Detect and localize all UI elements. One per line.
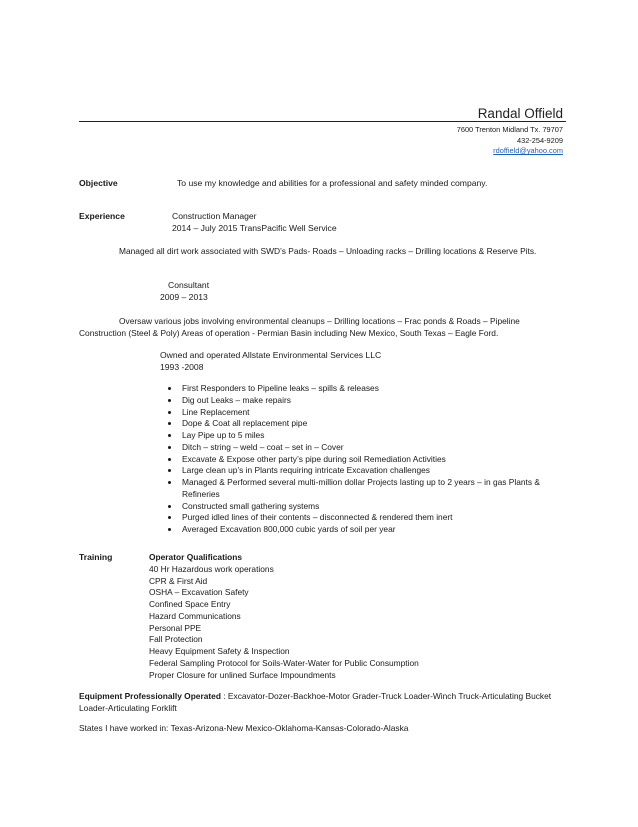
training-heading: Operator Qualifications [149, 552, 243, 562]
states-section [79, 723, 408, 734]
job3-title: Owned and operated Allstate Environmental Services LLC [160, 350, 382, 360]
experience-label: Experience [79, 211, 125, 221]
duty-item: • Line Replacement [180, 407, 570, 419]
objective-label: Objective [79, 178, 118, 188]
training-item: Federal Sampling Protocol for Soils-Water-Water for Public Consumption [149, 657, 419, 668]
job3-dates: 1993 -2008 [160, 362, 204, 372]
training-item: Fall Protection [149, 634, 203, 645]
training-item: Personal PPE [149, 622, 202, 633]
email-link[interactable]: rdoffield@yahoo.com [493, 146, 563, 156]
duty-item: • First Responders to Pipeline leaks – spills & releases [180, 383, 570, 395]
header-rule [79, 121, 566, 122]
training-item: 40 Hr Hazardous work operations [149, 563, 274, 574]
training-label: Training [79, 552, 113, 562]
duty-item: • Dig out Leaks – make repairs [180, 395, 570, 407]
states-label: States I have worked in: [79, 723, 169, 733]
training-item: Confined Space Entry [149, 599, 231, 610]
address: 7600 Trenton Midland Tx. 79707 [456, 125, 563, 134]
job3-duties-list [160, 383, 570, 536]
job1-title: Construction Manager [172, 211, 257, 221]
training-list [149, 552, 419, 681]
equipment-section [79, 690, 565, 714]
phone: 432-254-9209 [516, 135, 563, 145]
states-text: Texas-Arizona-New Mexico-Oklahoma-Kansas-Colorado-Alaska [168, 723, 409, 733]
training-item: Hazard Communications [149, 610, 241, 621]
contact-block [457, 125, 563, 157]
training-item: Heavy Equipment Safety & Inspection [149, 646, 290, 657]
duty-item: • Excavate & Expose other party’s pipe during soil Remediation Activities [180, 454, 570, 466]
duty-item: • Ditch – string – weld – coat – set in – Cover [180, 442, 570, 454]
duty-item: • Constructed small gathering systems [180, 501, 570, 513]
equipment-label: Equipment Professionally Operated [79, 691, 221, 701]
job2-description: Oversaw various jobs involving environmental cleanups – Drilling locations – Frac ponds & Roads – Pipeline Construction (Steel & Poly) Areas of operation - Permian Basin including New Mexico, South Texas – Eagle Ford. [79, 316, 520, 339]
duty-item: • Managed & Performed several multi-million dollar Projects lasting up to 2 years – in gas Plants & Refineries [180, 477, 570, 501]
duty-item: • Averaged Excavation 800,000 cubic yards of soil per year [180, 524, 570, 536]
duty-item: • Dope & Coat all replacement pipe [180, 418, 570, 430]
training-item: Proper Closure for unlined Surface Impoundments [149, 669, 336, 680]
job2-title: Consultant [168, 280, 210, 290]
candidate-name: Randal Offield [477, 106, 563, 121]
duty-item: • Lay Pipe up to 5 miles [180, 430, 570, 442]
equipment-text: : Excavator-Dozer-Backhoe-Motor Grader-Truck Loader-Winch Truck-Articulating Bucket Loader-Articulating Forklift [79, 691, 552, 714]
job2-dates: 2009 – 2013 [160, 292, 208, 302]
training-item: OSHA – Excavation Safety [149, 587, 249, 598]
duty-item: • Purged idled lines of their contents – disconnected & rendered them inert [180, 512, 570, 524]
job1-dates: 2014 – July 2015 TransPacific Well Service [172, 223, 337, 233]
duty-item: • Large clean up’s in Plants requiring intricate Excavation challenges [180, 465, 570, 477]
training-item: CPR & First Aid [149, 575, 208, 586]
job1-description: Managed all dirt work associated with SWD’s Pads- Roads – Unloading racks – Drilling locations & Reserve Pits. [119, 246, 537, 256]
objective-text: To use my knowledge and abilities for a professional and safety minded company. [177, 178, 488, 188]
